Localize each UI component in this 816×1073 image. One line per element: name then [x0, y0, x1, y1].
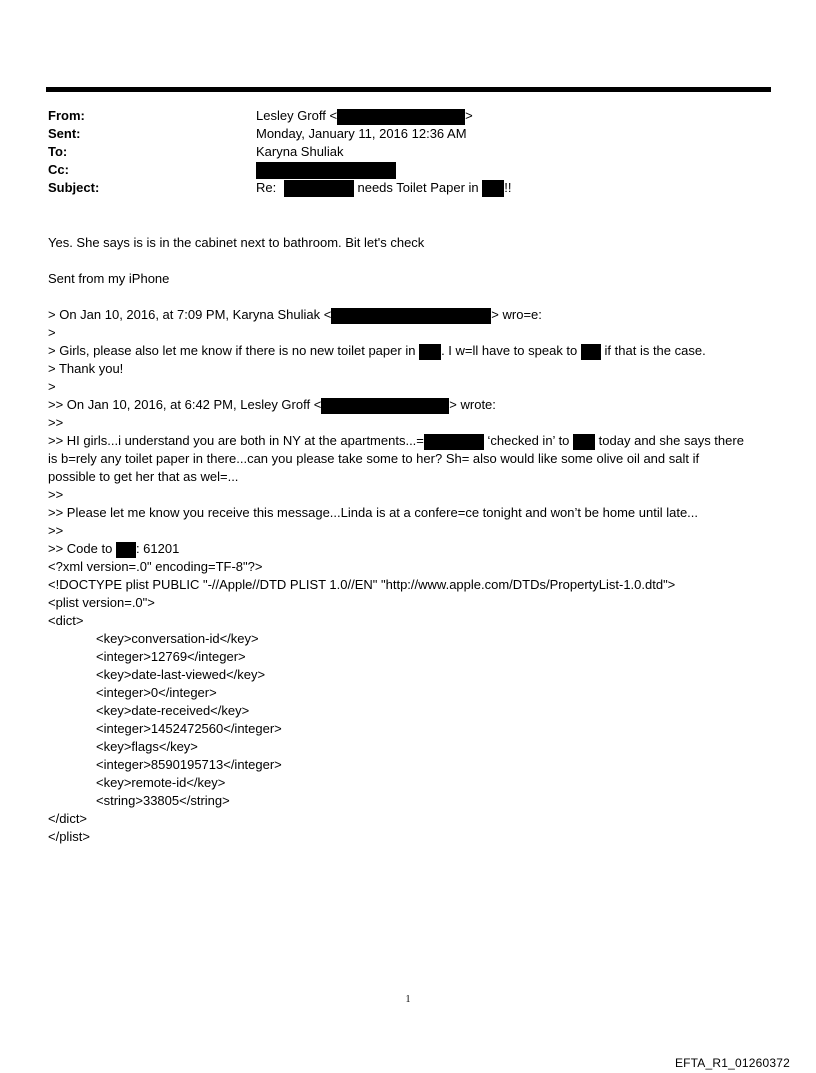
redaction-box	[573, 434, 595, 450]
quote-line	[48, 396, 496, 414]
quote-line: >>	[48, 487, 64, 502]
bates-stamp: EFTA_R1_01260372	[674, 1056, 790, 1070]
quote-text: : 61201	[135, 541, 180, 556]
plist-line: <integer>1452472560</integer>	[96, 721, 282, 736]
quote-text: > On Jan 10, 2016, at 7:09 PM, Karyna Shuliak <	[48, 307, 332, 322]
redaction-box	[424, 434, 484, 450]
quote-line: possible to get her that as wel=...	[48, 469, 239, 484]
header-rule	[46, 87, 771, 92]
plist-line: <key>date-last-viewed</key>	[96, 667, 266, 682]
body-line: Yes. She says is is in the cabinet next to bathroom. Bit let's check	[48, 235, 425, 250]
plist-line: <key>conversation-id</key>	[96, 631, 259, 646]
redaction-box	[581, 344, 601, 360]
plist-line: </dict>	[48, 811, 88, 826]
subject-prefix: Re:	[256, 180, 277, 195]
subject-middle: needs Toilet Paper in	[357, 180, 479, 195]
sent-value: Monday, January 11, 2016 12:36 AM	[256, 126, 467, 141]
quote-text: > Girls, please also let me know if there is no new toilet paper in	[48, 343, 416, 358]
redaction-box	[116, 542, 136, 558]
from-value	[256, 107, 473, 125]
from-close: >	[465, 108, 473, 123]
quote-line: >>	[48, 415, 64, 430]
redaction-box	[321, 398, 449, 414]
cc-label: Cc:	[48, 162, 69, 177]
plist-line: <key>date-received</key>	[96, 703, 250, 718]
plist-line: <integer>12769</integer>	[96, 649, 246, 664]
redaction-box	[284, 180, 354, 197]
plist-line: </plist>	[48, 829, 90, 844]
body-line: Sent from my iPhone	[48, 271, 170, 286]
redaction-box	[331, 308, 491, 324]
plist-line: <?xml version=.0" encoding=TF-8"?>	[48, 559, 263, 574]
quote-line	[48, 306, 542, 324]
plist-line: <!DOCTYPE plist PUBLIC "-//Apple//DTD PLIST 1.0//EN" "http://www.apple.com/DTDs/PropertyList-1.0.dtd">	[48, 577, 676, 592]
plist-line: <key>remote-id</key>	[96, 775, 226, 790]
sent-label: Sent:	[48, 126, 81, 141]
page-number: 1	[405, 994, 411, 1005]
subject-end: !!	[504, 180, 512, 195]
redaction-box	[419, 344, 441, 360]
quote-text: today and she says there	[598, 433, 744, 448]
quote-line	[48, 432, 744, 450]
subject-value	[256, 179, 512, 197]
cc-value	[256, 161, 396, 179]
quote-text: >> On Jan 10, 2016, at 6:42 PM, Lesley Groff <	[48, 397, 322, 412]
to-value: Karyna Shuliak	[256, 144, 344, 159]
from-label: From:	[48, 108, 85, 123]
redaction-box	[256, 162, 396, 179]
quote-line: >>	[48, 523, 64, 538]
plist-line: <dict>	[48, 613, 84, 628]
plist-line: <key>flags</key>	[96, 739, 198, 754]
redaction-box	[482, 180, 504, 197]
subject-label: Subject:	[48, 180, 100, 195]
quote-line: >> Please let me know you receive this message...Linda is at a confere=ce tonight and won’t be home until late...	[48, 505, 699, 520]
quote-text: ‘checked in’ to	[487, 433, 570, 448]
quote-line: is b=rely any toilet paper in there...can you please take some to her? Sh= also would like some olive oil and salt if	[48, 451, 700, 466]
to-label: To:	[48, 144, 68, 159]
quote-text: if that is the case.	[604, 343, 706, 358]
quote-line: >	[48, 325, 56, 340]
quote-line	[48, 540, 179, 558]
plist-line: <plist version=.0">	[48, 595, 155, 610]
quote-text: >> HI girls...i understand you are both in NY at the apartments...=	[48, 433, 424, 448]
quote-text: > wrote:	[449, 397, 496, 412]
quote-text: . I w=ll have to speak to	[441, 343, 578, 358]
quote-line: > Thank you!	[48, 361, 124, 376]
plist-line: <string>33805</string>	[96, 793, 230, 808]
plist-line: <integer>0</integer>	[96, 685, 217, 700]
quote-text: > wro=e:	[491, 307, 542, 322]
redaction-box	[337, 109, 465, 125]
quote-line: >	[48, 379, 56, 394]
plist-line: <integer>8590195713</integer>	[96, 757, 282, 772]
from-name: Lesley Groff <	[256, 108, 338, 123]
quote-line	[48, 342, 706, 360]
quote-text: >> Code to	[48, 541, 113, 556]
